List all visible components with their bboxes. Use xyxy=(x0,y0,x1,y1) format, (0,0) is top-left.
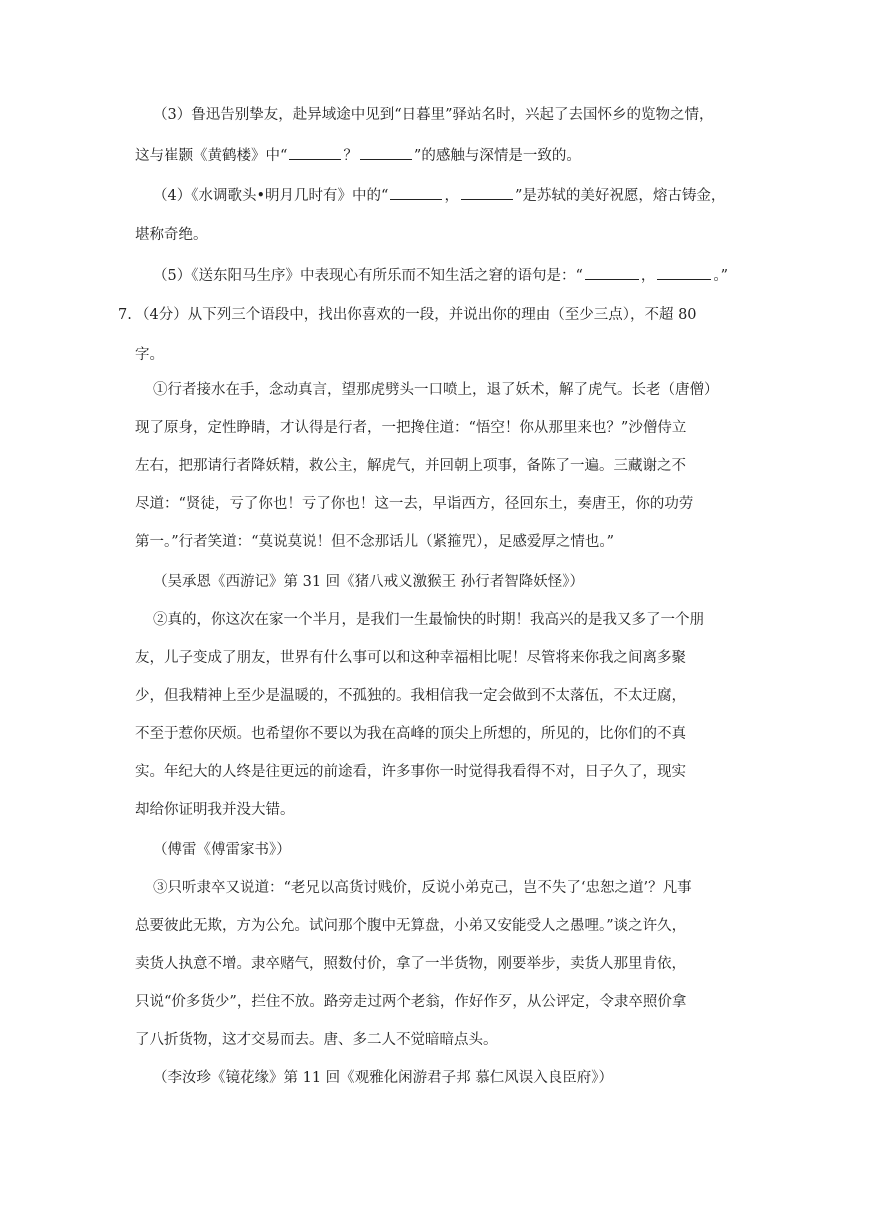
q4-line-1 xyxy=(153,185,725,206)
q5-line xyxy=(153,265,728,286)
q7-line-2: 字。 xyxy=(135,347,164,363)
passage1-line-5: 第一。”行者笑道：“莫说莫说！但不念那话儿（紧箍咒），足感爱厚之情也。” xyxy=(135,534,614,550)
passage2-line-4: 不至于惹你厌烦。也希望你不要以为我在高峰的顶尖上所想的，所见的，比你们的不真 xyxy=(135,726,686,742)
passage3-line-2: 总要彼此无欺，方为公允。试问那个腹中无算盘，小弟又安能受人之愚哩。”谈之许久， xyxy=(135,918,687,934)
passage3-line-1: ③只听隶卒又说道：“老兄以高货讨贱价，反说小弟克己，岂不失了‘忠恕之道’？凡事 xyxy=(153,880,692,896)
passage1-line-4: 尽道：“贤徒，亏了你也！亏了你也！这一去，早诣西方，径回东土，奏唐王，你的功劳 xyxy=(135,496,694,512)
passage2-line-3: 少，但我精神上至少是温暖的，不孤独的。我相信我一定会做到不太落伍，不太迂腐， xyxy=(135,688,686,704)
passage2-source: （傅雷《傅雷家书》） xyxy=(153,842,291,858)
passage2-line-6: 却给你证明我并没大错。 xyxy=(135,802,295,818)
q5-mid: ， xyxy=(640,268,656,284)
passage3-line-4: 只说“价多货少”，拦住不放。路旁走过两个老翁，作好作歹，从公评定，令隶卒照价拿 xyxy=(135,994,687,1010)
passage2-line-2: 友，儿子变成了朋友，世界有什么事可以和这种幸福相比呢！尽管将来你我之间离多聚 xyxy=(135,650,686,666)
passage2-line-1: ②真的，你这次在家一个半月，是我们一生最愉快的时期！我高兴的是我又多了一个朋 xyxy=(153,612,704,628)
passage3-source: （李汝珍《镜花缘》第 11 回《观雅化闲游君子邦 慕仁风误入良臣府》） xyxy=(153,1070,614,1086)
q3-line-2 xyxy=(135,145,581,166)
passage3-line-3: 卖货人执意不增。隶卒赌气，照数付价，拿了一半货物，刚要举步，卖货人那里肯依， xyxy=(135,956,686,972)
answer-blank[interactable] xyxy=(461,185,513,200)
answer-blank[interactable] xyxy=(289,145,341,160)
q7-line-1: （4分）从下列三个语段中，找出你喜欢的一段，并说出你的理由（至少三点），不超 80 xyxy=(135,307,697,323)
q4-line-1-prefix: （4）《水调歌头•明月几时有》中的“ xyxy=(153,188,389,204)
q4-line-1-mid: ， xyxy=(444,188,459,204)
answer-blank[interactable] xyxy=(657,265,711,280)
q4-line-2: 堪称奇绝。 xyxy=(135,227,208,243)
passage3-line-5: 了八折货物，这才交易而去。唐、多二人不觉暗暗点头。 xyxy=(135,1032,498,1048)
answer-blank[interactable] xyxy=(360,145,412,160)
passage2-line-5: 实。年纪大的人终是往更远的前途看，许多事你一时觉得我看得不对，日子久了，现实 xyxy=(135,764,686,780)
answer-blank[interactable] xyxy=(390,185,442,200)
passage1-line-1: ①行者接水在手，念动真言，望那虎劈头一口喷上，退了妖术，解了虎气。长老（唐僧） xyxy=(153,382,719,398)
q3-line-2-prefix: 这与崔颢《黄鹤楼》中“ xyxy=(135,148,288,164)
passage1-line-3: 左右，把那请行者降妖精，救公主，解虎气，并回朝上项事，备陈了一遍。三藏谢之不 xyxy=(135,458,686,474)
answer-blank[interactable] xyxy=(585,265,639,280)
q3-line-1: （3）鲁迅告别挚友，赴异域途中见到“日暮里”驿站名时，兴起了去国怀乡的览物之情， xyxy=(153,107,714,123)
q5-prefix: （5）《送东阳马生序》中表现心有所乐而不知生活之窘的语句是：“ xyxy=(153,268,583,284)
q3-line-2-suffix: ”的感触与深情是一致的。 xyxy=(413,148,581,164)
q5-suffix: 。” xyxy=(713,268,729,284)
passage1-line-2: 现了原身，定性睁睛，才认得是行者，一把搀住道：“悟空！你从那里来也？”沙僧侍立 xyxy=(135,420,687,436)
q3-line-2-mid: ？ xyxy=(343,148,358,164)
q4-line-1-suffix: ”是苏轼的美好祝愿，熔古铸金， xyxy=(514,188,726,204)
passage1-source: （吴承恩《西游记》第 31 回《猪八戒义激猴王 孙行者智降妖怪》） xyxy=(153,574,585,590)
q7-number: 7. xyxy=(118,307,132,323)
